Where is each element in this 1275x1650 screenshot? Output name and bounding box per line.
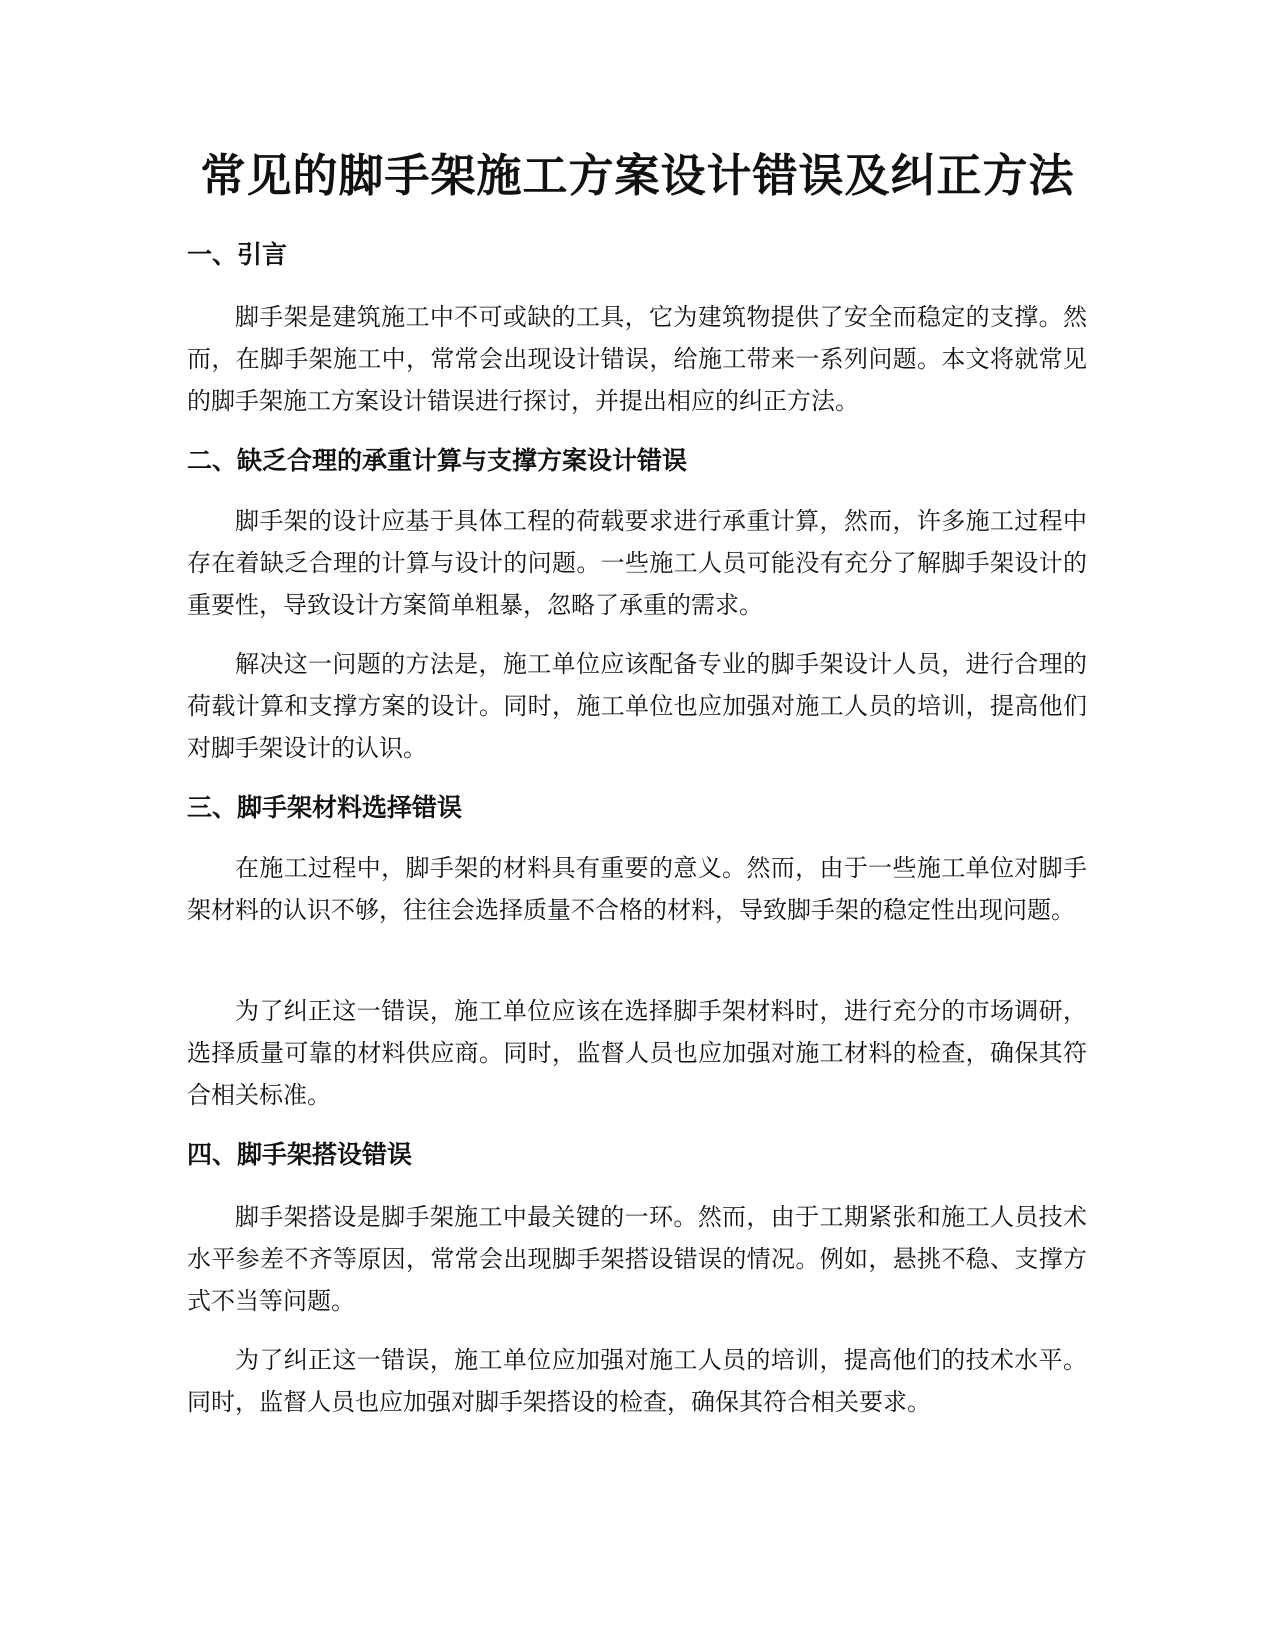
paragraph-intro: 脚手架是建筑施工中不可或缺的工具，它为建筑物提供了安全而稳定的支撑。然而，在脚手架施工中，常常会出现设计错误，给施工带来一系列问题。本文将就常见的脚手架施工方案设计错误进行探讨，并提出相应的纠正方法。 (187, 303, 1087, 415)
paragraph-load-calculation-solution: 解决这一问题的方法是，施工单位应该配备专业的脚手架设计人员，进行合理的荷载计算和支撑方案的设计。同时，施工单位也应加强对施工人员的培训，提高他们对脚手架设计的认识。 (187, 650, 1087, 762)
section-heading-intro: 一、引言 (187, 240, 288, 269)
page-title: 常见的脚手架施工方案设计错误及纠正方法 (200, 149, 1075, 202)
paragraph-load-calculation-problem: 脚手架的设计应基于具体工程的荷载要求进行承重计算，然而，许多施工过程中存在着缺乏合理的计算与设计的问题。一些施工人员可能没有充分了解脚手架设计的重要性，导致设计方案简单粗暴，忽略了承重的需求。 (187, 507, 1087, 619)
paragraph-material-selection-problem: 在施工过程中，脚手架的材料具有重要的意义。然而，由于一些施工单位对脚手架材料的认识不够，往往会选择质量不合格的材料，导致脚手架的稳定性出现问题。 (187, 854, 1087, 924)
section-heading-material-selection: 三、脚手架材料选择错误 (187, 793, 463, 822)
paragraph-erection-solution: 为了纠正这一错误，施工单位应加强对施工人员的培训，提高他们的技术水平。同时，监督人员也应加强对脚手架搭设的检查，确保其符合相关要求。 (187, 1346, 1087, 1416)
section-heading-erection: 四、脚手架搭设错误 (187, 1140, 413, 1169)
paragraph-erection-problem: 脚手架搭设是脚手架施工中最关键的一环。然而，由于工期紧张和施工人员技术水平参差不齐等原因，常常会出现脚手架搭设错误的情况。例如，悬挑不稳、支撑方式不当等问题。 (187, 1203, 1087, 1315)
section-heading-load-calculation: 二、缺乏合理的承重计算与支撑方案设计错误 (187, 446, 688, 475)
paragraph-material-selection-solution: 为了纠正这一错误，施工单位应该在选择脚手架材料时，进行充分的市场调研，选择质量可靠的材料供应商。同时，监督人员也应加强对施工材料的检查，确保其符合相关标准。 (187, 997, 1087, 1109)
